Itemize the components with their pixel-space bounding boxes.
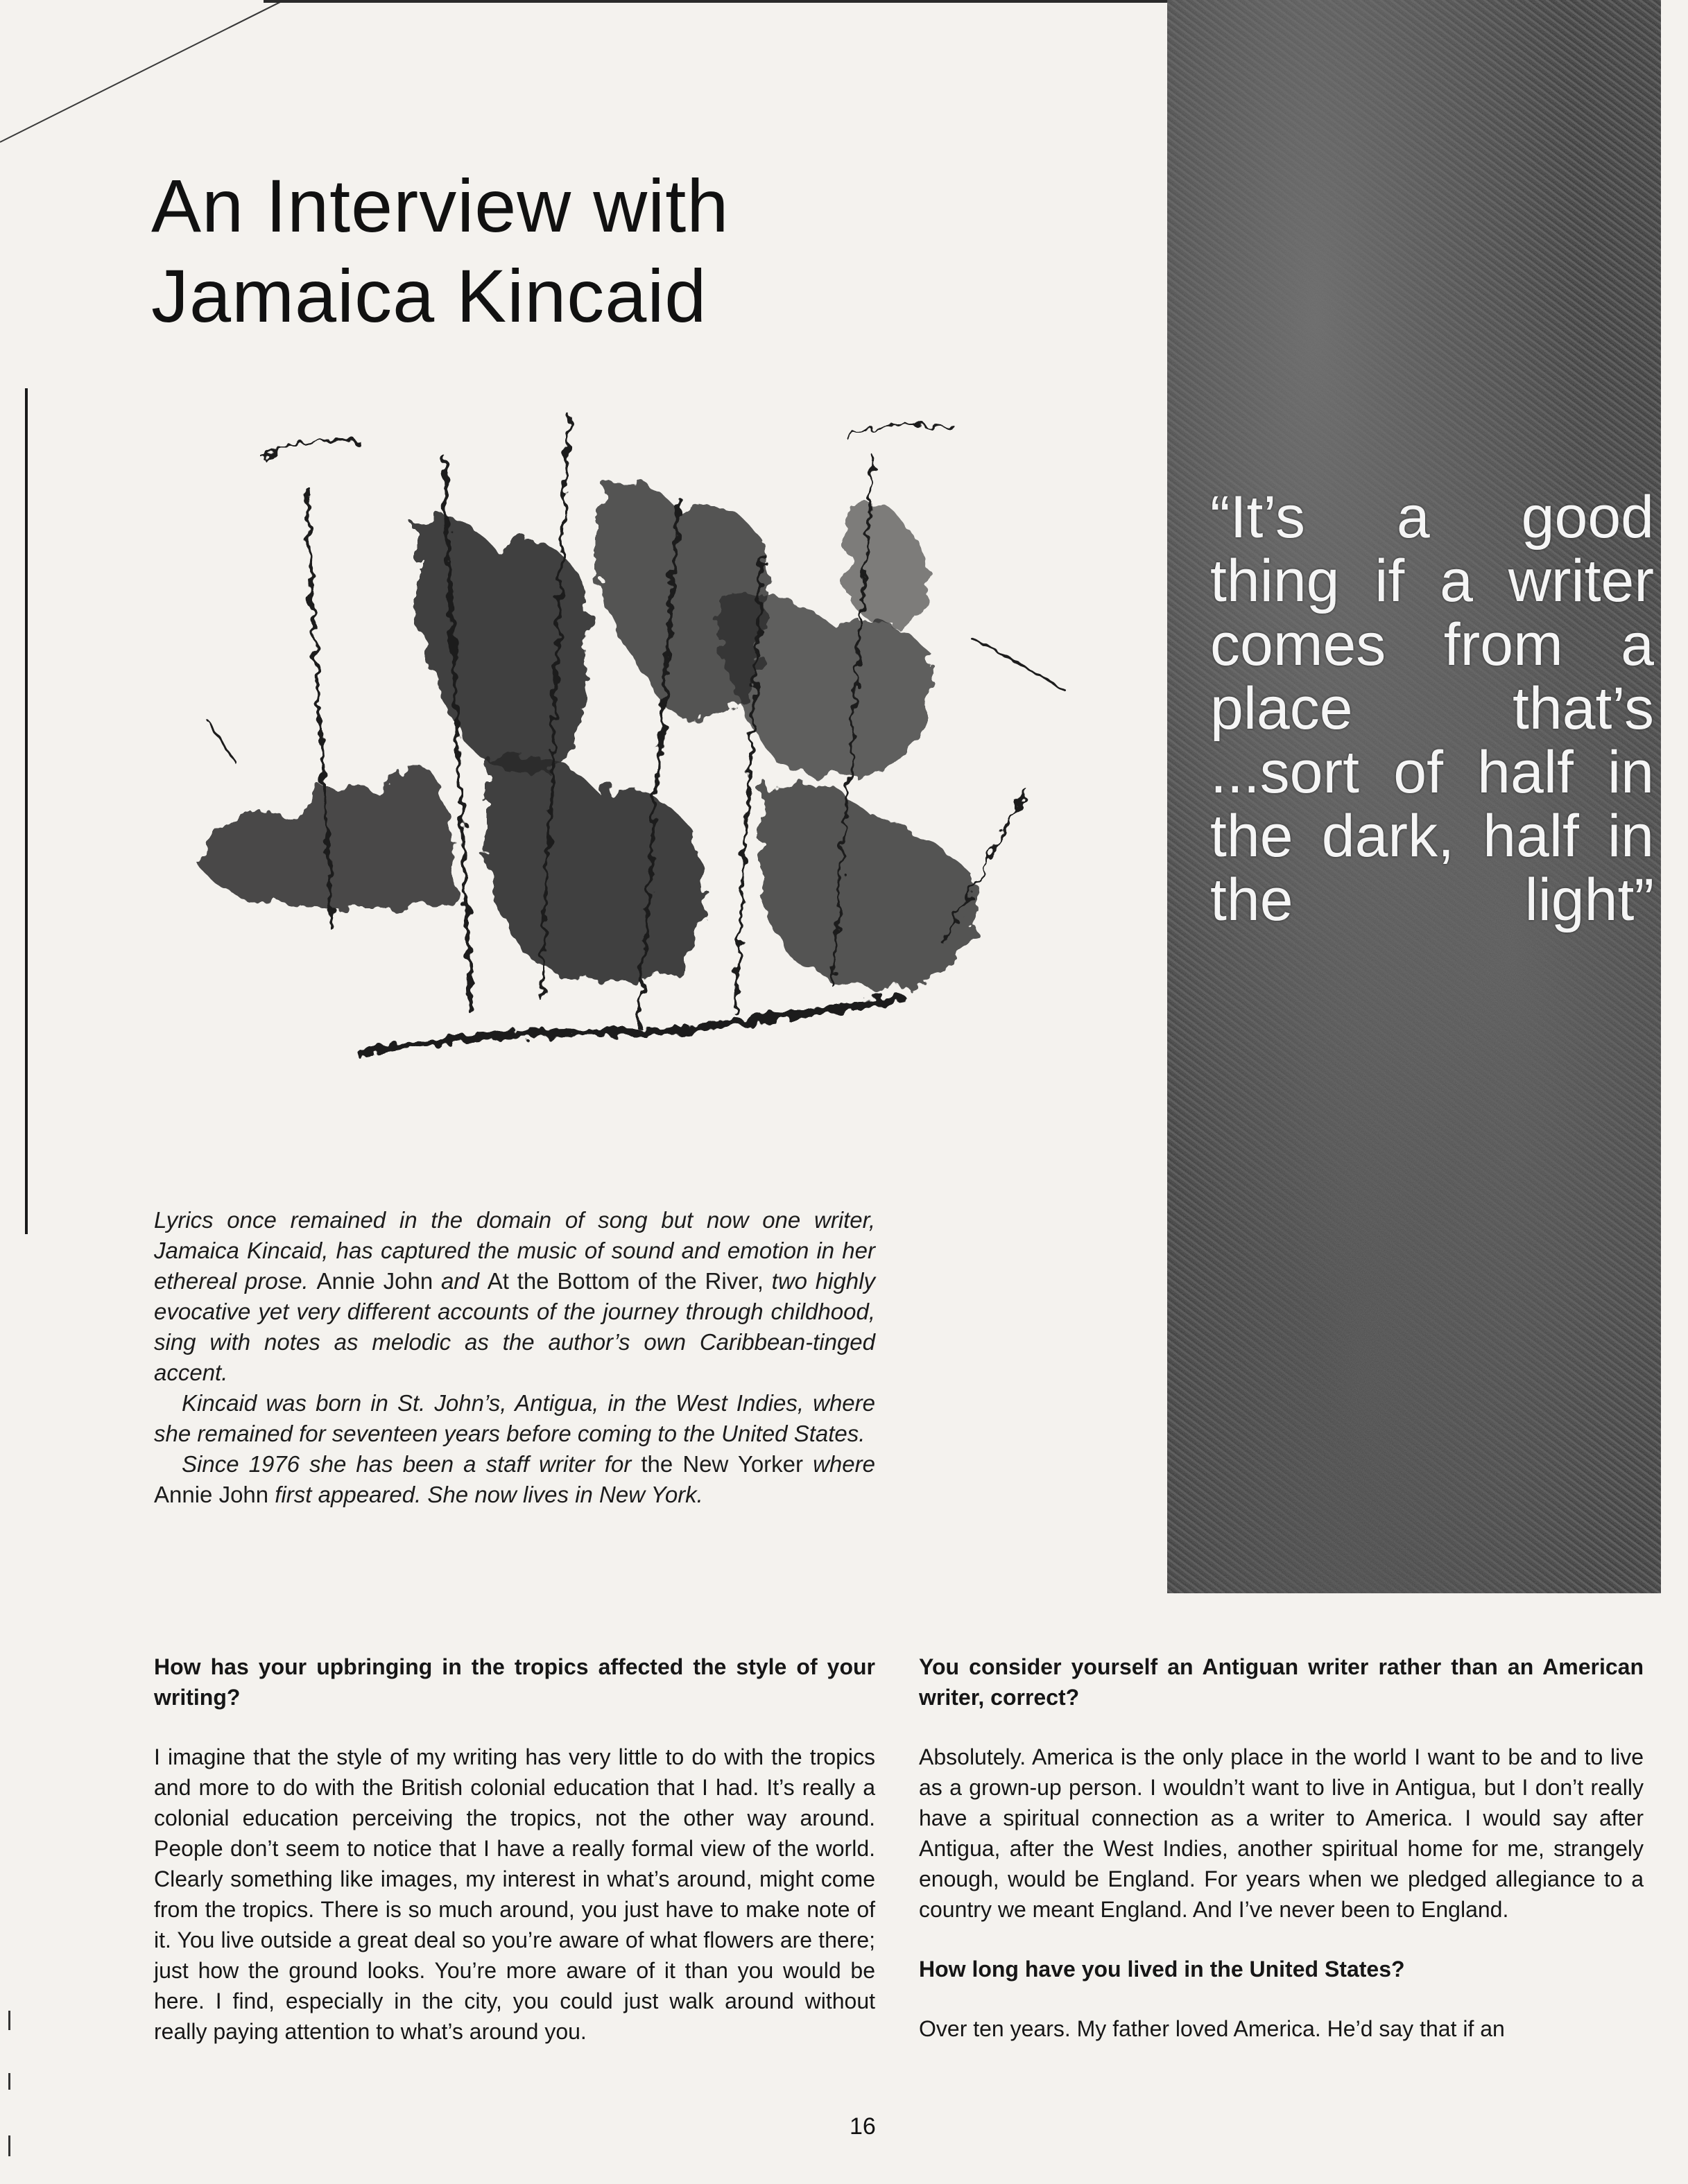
intro-paragraph-3	[154, 1449, 875, 1510]
pull-quote-line: comes from a	[1210, 612, 1654, 678]
pull-quote-line: place that’s	[1210, 675, 1654, 742]
pull-quote-line: ...sort of half in	[1210, 739, 1654, 806]
pull-quote-line: thing if a writer	[1210, 548, 1654, 614]
answer-3: Over ten years. My father loved America. He’d say that if an	[919, 2016, 1505, 2041]
page-title	[151, 161, 1122, 341]
intro-paragraph-1	[154, 1205, 875, 1388]
page-top-edge	[264, 0, 1179, 3]
book-title-annie-john-2: Annie John	[154, 1482, 269, 1507]
intro-p3-e: first appeared. She now lives in New York.	[268, 1482, 703, 1507]
book-title-bottom-of-river: At the Bottom of the River,	[487, 1268, 764, 1294]
intro-p1-c: and	[433, 1268, 488, 1294]
intro-p1-a: Lyrics once remained in the domain of song but now one writer, Jamaica Kincaid, has captured the music of sound and emotion in her ethereal prose.	[154, 1207, 875, 1294]
answer-2: Absolutely. America is the only place in the world I want to be and to live as a grown-up person. I wouldn’t want to live in Antigua, but I don’t really have a spiritual connection as a writer to America. I would say after Antigua, after the West Indies, another spiritual home for me, strangely enough, would be England. For years when we pledged allegiance to a country we meant England. And I’ve never been to England.	[919, 1744, 1644, 1922]
scan-margin-line	[25, 388, 28, 1234]
magazine-title: the New Yorker	[641, 1451, 804, 1477]
question-3: How long have you lived in the United States?	[919, 1957, 1405, 1982]
question-2: You consider yourself an Antiguan writer rather than an American writer, correct?	[919, 1654, 1644, 1710]
intro-p1-e: two highly evocative yet very different accounts of the journey through childhood, sing with notes as melodic as the author’s own Caribbean-tinged accent.	[154, 1268, 875, 1385]
pull-quote-line: the light”	[1210, 867, 1654, 933]
left-column	[154, 1652, 875, 2076]
title-line-1: An Interview with	[151, 164, 730, 248]
pull-quote	[1210, 485, 1654, 932]
intro-paragraph-2	[154, 1388, 875, 1449]
right-column	[919, 1652, 1644, 2073]
intro-p3-a: Since 1976 she has been a staff writer for	[182, 1451, 641, 1477]
page-number: 16	[850, 2113, 876, 2140]
margin-scan-ticks	[8, 2011, 11, 2163]
intro-p3-c: where	[803, 1451, 875, 1477]
intro-text	[154, 1205, 875, 1510]
folded-corner-mark	[0, 0, 291, 153]
question-1: How has your upbringing in the tropics affected the style of your writing?	[154, 1654, 875, 1710]
answer-1: I imagine that the style of my writing has very little to do with the tropics and more to do with the British colonial education that I had. It’s really a colonial education perceiving the tropics, not the other way around. People don’t seem to notice that I have a really formal view of the world. Clearly something like images, my interest in what’s around, might come from the tropics. There is so much around, you just have to make note of it. You live outside a great deal so you’re aware of what flowers are there; just how the ground looks. You’re more aware of it than you would be here. I find, especially in the city, you could just walk around without really paying attention to what’s around you.	[154, 1744, 875, 2044]
ink-wash-illustration	[153, 374, 1151, 1095]
intro-p2: Kincaid was born in St. John’s, Antigua, in the West Indies, where she remained for seventeen years before coming to the United States.	[154, 1390, 875, 1446]
book-title-annie-john: Annie John	[316, 1268, 433, 1294]
pull-quote-line: the dark, half in	[1210, 803, 1654, 869]
pull-quote-line: “It’s a good	[1210, 484, 1654, 551]
title-line-2: Jamaica Kincaid	[151, 254, 707, 338]
